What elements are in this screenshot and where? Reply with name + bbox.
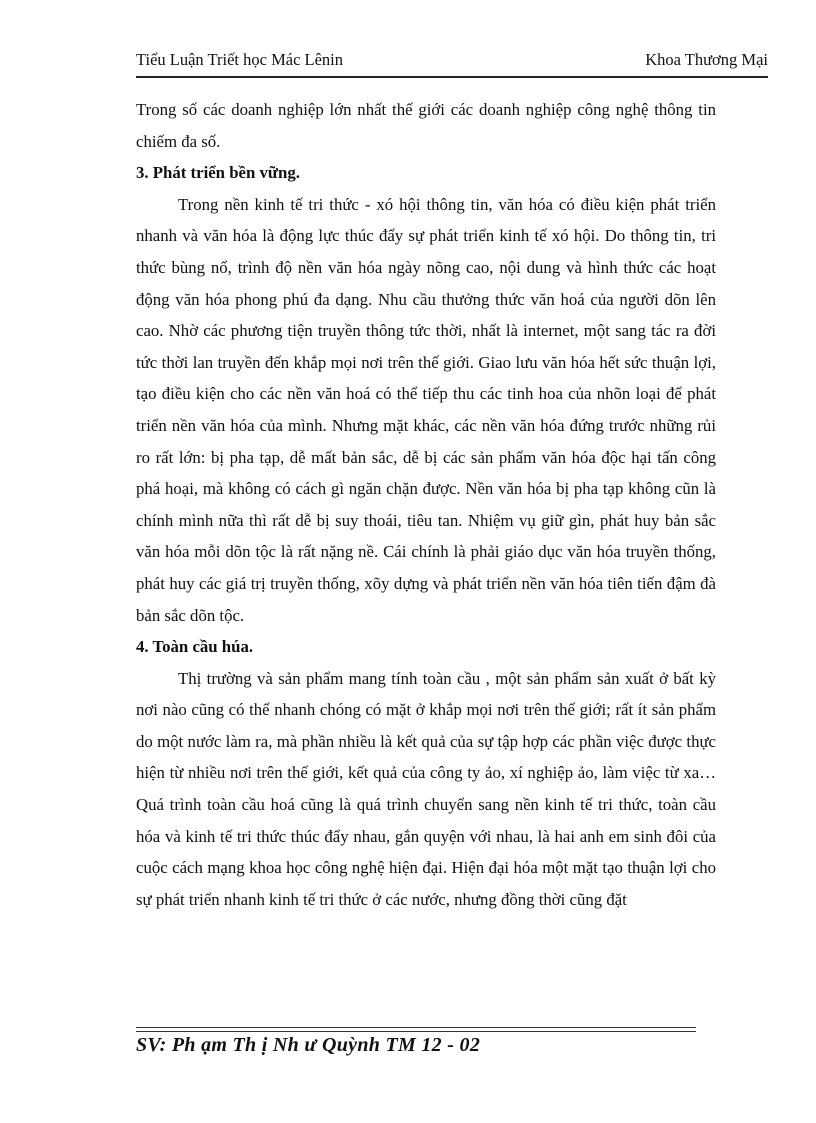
document-body [136,94,716,915]
page-header [136,50,768,78]
footer-divider [136,1027,696,1032]
paragraph-intro: Trong số các doanh nghiệp lớn nhất thế giới các doanh nghiệp công nghệ thông tin chiếm đa số. [136,100,716,151]
heading-sustainable-development: 3. Phát triển bền vững. [136,163,300,183]
heading-globalization: 4. Toàn cầu húa. [136,637,254,657]
header-faculty: Khoa Thương Mại [645,50,768,69]
paragraph-globalization: Thị trường và sản phẩm mang tính toàn cầu , một sản phẩm sản xuất ở bất kỳ nơi nào cũng có thể nhanh chóng có mặt ở khắp mọi nơi trên thế giới; rất ít sản phẩm do một nước làm ra, mà phần nhiều là kết quả của sự tập hợp các phần việc được thực hiện từ nhiều nơi trên thế giới, kết quả của công ty ảo, xí nghiệp ảo, làm việc từ xa…Quá trình toàn cầu hoá cũng là quá trình chuyển sang nền kinh tế tri thức, toàn cầu hóa và kinh tế tri thức thúc đẩy nhau, gắn quyện với nhau, là hai anh em sinh đôi của cuộc cách mạng khoa học công nghệ hiện đại. Hiện đại hóa một mặt tạo thuận lợi cho sự phát triển nhanh kinh tế tri thức ở các nước, nhưng đồng thời cũng đặt [136,668,716,909]
header-course-title: Tiểu Luận Triết học Mác Lênin [136,50,343,69]
footer-student-name: SV: Ph ạm Th ị Nh ư Quỳnh TM 12 - 02 [136,1034,481,1056]
paragraph-sustainable-development: Trong nền kinh tế tri thức - xó hội thông tin, văn hóa có điều kiện phát triển nhanh và văn hóa là động lực thúc đẩy sự phát triển kinh tế xó hội. Do thông tin, tri thức bùng nổ, trình độ nền văn hóa ngày nõng cao, nội dung và hình thức các hoạt động văn hóa phong phú đa dạng. Nhu cầu thưởng thức văn hoá của người dõn lên cao. Nhờ các phương tiện truyền thông tức thời, nhất là internet, một sang tác ra đời tức thời lan truyền đến khắp mọi nơi trên thế giới. Giao lưu văn hóa hết sức thuận lợi, tạo điều kiện cho các nền văn hoá có thể tiếp thu các tinh hoa của nhõn loại để phát triển nền văn hóa của mình. Nhưng mặt khác, các nền văn hóa đứng trước những rủi ro rất lớn: bị pha tạp, dễ mất bản sắc, dễ bị các sản phẩm văn hóa độc hại tấn công phá hoại, mà không có cách gì ngăn chặn được. Nền văn hóa bị pha tạp không cũn là chính mình nữa thì rất dễ bị suy thoái, tiêu tan. Nhiệm vụ giữ gìn, phát huy bản sắc văn hóa mỗi dõn tộc là rất nặng nề. Cái chính là phải giáo dục văn hóa truyền thống, phát huy các giá trị truyền thống, xõy dựng và phát triển nền văn hóa tiên tiến đậm đà bản sắc dõn tộc. [136,194,716,625]
